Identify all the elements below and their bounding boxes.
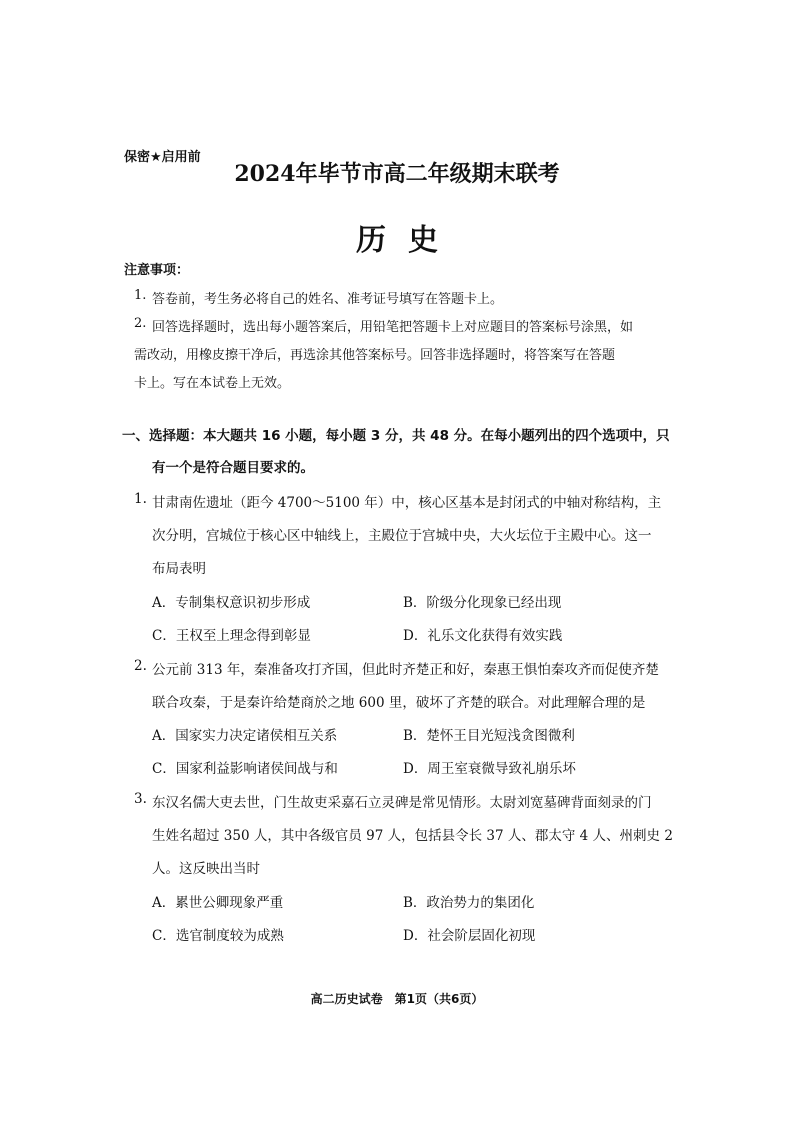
question-stem-line: 东汉名儒大吏去世，门生故吏采嘉石立灵碑是常见情形。太尉刘宽墓碑背面刻录的门 [152, 795, 652, 811]
question-stem-line: 布局表明 [152, 561, 206, 577]
confidential-label: 保密★启用前 [124, 150, 201, 165]
notice-item-line: 卡上。写在本试卷上无效。 [134, 376, 291, 391]
option-b: B．楚怀王目光短浅贪图微利 [403, 728, 575, 744]
section-instructions: 有一个是符合题目要求的。 [152, 460, 314, 476]
option-d: D．礼乐文化获得有效实践 [403, 628, 563, 644]
question-stem-line: 次分明，宫城位于核心区中轴线上，主殿位于宫城中央，大火坛位于主殿中心。这一 [152, 528, 652, 544]
notice-item-number: 2. [134, 316, 147, 331]
question-number: 2. [134, 658, 147, 674]
exam-title: 2024年毕节市高二年级期末联考 [234, 161, 560, 187]
option-a: A．累世公卿现象严重 [152, 895, 284, 911]
question-number: 1. [134, 491, 147, 507]
option-c: C．选官制度较为成熟 [152, 928, 284, 944]
question-stem-line: 生姓名超过 350 人，其中各级官员 97 人，包括县令长 37 人、郡太守 4 人、州刺史 2 [152, 828, 673, 844]
option-a: A．国家实力决定诸侯相互关系 [152, 728, 338, 744]
option-c: C．王权至上理念得到彰显 [152, 628, 311, 644]
option-a: A．专制集权意识初步形成 [152, 595, 311, 611]
page-footer: 高二历史试卷 第1页（共6页） [310, 992, 484, 1006]
question-number: 3. [134, 791, 147, 807]
notice-item-number: 1. [134, 288, 147, 303]
notice-item-line: 答卷前，考生务必将自己的姓名、准考证号填写在答题卡上。 [152, 292, 504, 307]
section-instructions: 一、选择题：本大题共 16 小题，每小题 3 分，共 48 分。在每小题列出的四个选项中，只 [122, 428, 670, 444]
option-d: D．社会阶层固化初现 [403, 928, 536, 944]
question-stem-line: 联合攻秦，于是秦许给楚商於之地 600 里，破坏了齐楚的联合。对此理解合理的是 [152, 695, 646, 711]
notice-item-line: 需改动，用橡皮擦干净后，再选涂其他答案标号。回答非选择题时，将答案写在答题 [134, 348, 616, 363]
option-b: B．阶级分化现象已经出现 [403, 595, 562, 611]
notice-heading: 注意事项： [124, 263, 190, 278]
question-stem-line: 人。这反映出当时 [152, 861, 260, 877]
option-c: C．国家利益影响诸侯间战与和 [152, 761, 338, 777]
question-stem-line: 公元前 313 年，秦准备攻打齐国，但此时齐楚正和好，秦惠王惧怕秦攻齐而促使齐楚 [152, 662, 659, 678]
question-stem-line: 甘肃南佐遗址（距今 4700～5100 年）中，核心区基本是封闭式的中轴对称结构，主 [152, 495, 662, 511]
option-b: B．政治势力的集团化 [403, 895, 535, 911]
subject-title: 历史 [356, 223, 460, 258]
notice-item-line: 回答选择题时，选出每小题答案后，用铅笔把答题卡上对应题目的答案标号涂黑，如 [152, 320, 634, 335]
option-d: D．周王室衰微导致礼崩乐坏 [403, 761, 576, 777]
